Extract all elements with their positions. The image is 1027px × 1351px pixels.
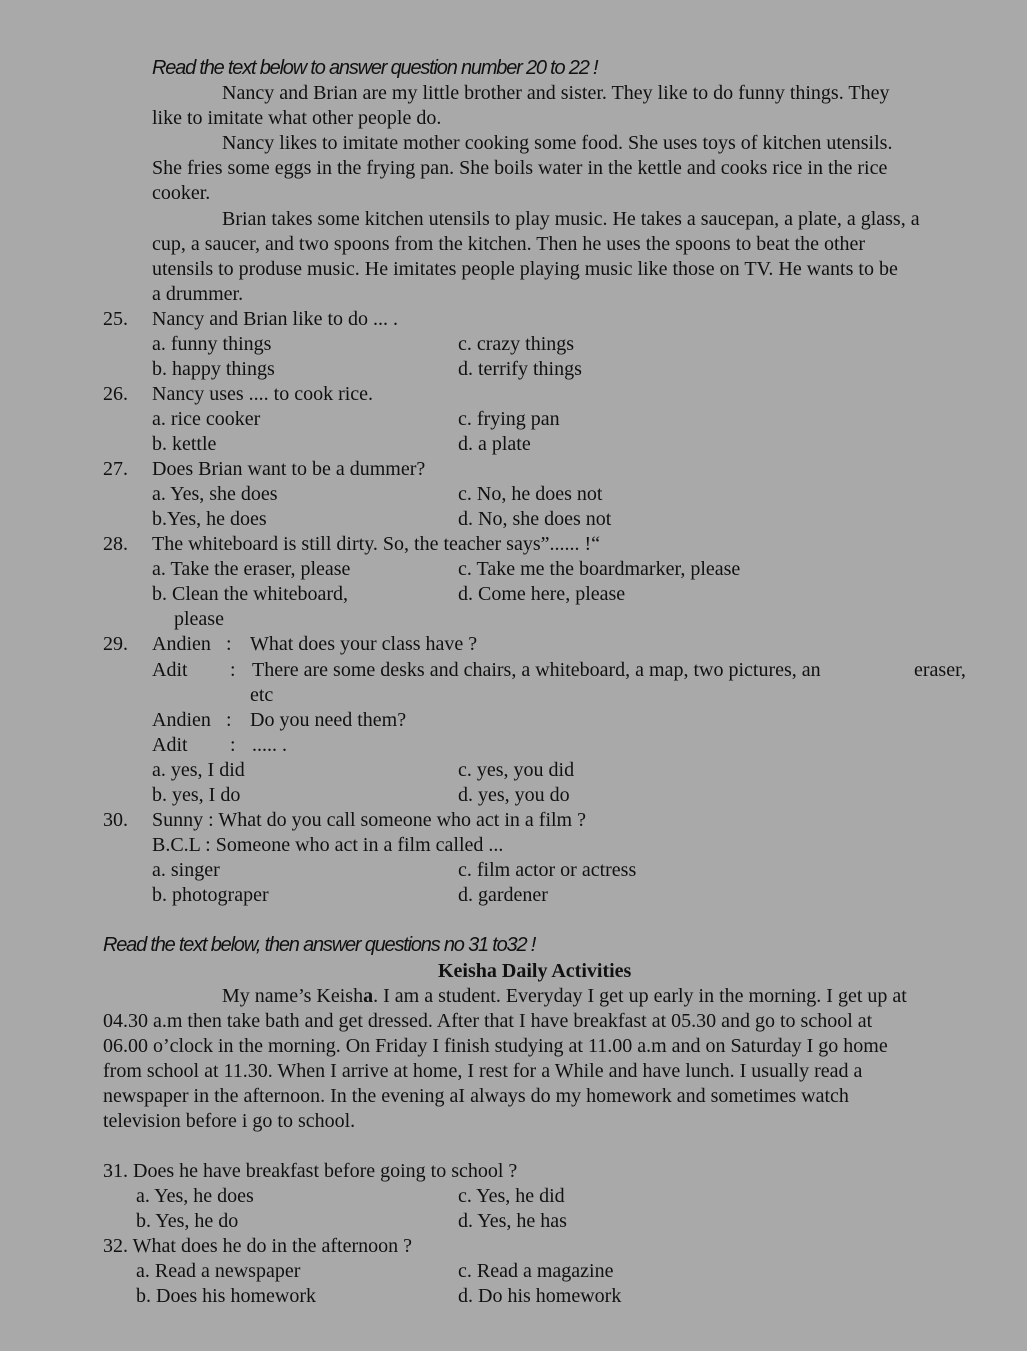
option-b: b. kettle bbox=[152, 433, 217, 455]
question-number: 25. bbox=[103, 308, 128, 330]
option-d: d. gardener bbox=[458, 884, 548, 906]
passage2-line: My name’s Keisha. I am a student. Everyday I get up early in the morning. I get up at bbox=[222, 985, 907, 1007]
option-b: b. photograper bbox=[152, 884, 269, 906]
dialogue-line: eraser, bbox=[914, 659, 966, 681]
option-d: d. Come here, please bbox=[458, 583, 626, 605]
option-b: b. Does his homework bbox=[136, 1285, 316, 1307]
speaker-name: Andien bbox=[152, 633, 211, 655]
question-number: 26. bbox=[103, 383, 128, 405]
section1-instruction: Read the text below to answer question number 20 to 22 ! bbox=[152, 57, 598, 79]
passage1-line: cup, a saucer, and two spoons from the kitchen. Then he uses the spoons to beat the other bbox=[152, 233, 866, 255]
option-d: d. a plate bbox=[458, 433, 531, 455]
passage1-line: Brian takes some kitchen utensils to play music. He takes a saucepan, a plate, a glass, a bbox=[222, 208, 920, 230]
question-text: 32. What does he do in the afternoon ? bbox=[103, 1235, 412, 1257]
question-text: Nancy and Brian like to do ... . bbox=[152, 308, 399, 330]
passage2-line: 06.00 o’clock in the morning. On Friday I finish studying at 11.00 a.m and on Saturday I go home bbox=[103, 1035, 888, 1057]
dialogue-line: There are some desks and chairs, a whiteboard, a map, two pictures, an bbox=[252, 659, 821, 681]
dialogue-colon: : bbox=[226, 709, 232, 731]
option-b: b. happy things bbox=[152, 358, 275, 380]
question-number: 29. bbox=[103, 633, 128, 655]
dialogue-colon: : bbox=[226, 633, 232, 655]
dialogue-colon: : bbox=[230, 734, 236, 756]
passage2-line: television before i go to school. bbox=[103, 1110, 356, 1132]
option-b: b. Clean the whiteboard, bbox=[152, 583, 349, 605]
passage1-line: a drummer. bbox=[152, 283, 244, 305]
speaker-name: Adit bbox=[152, 734, 188, 756]
passage1-line: utensils to produse music. He imitates people playing music like those on TV. He wants to be bbox=[152, 258, 898, 280]
question-text: Does Brian want to be a dummer? bbox=[152, 458, 426, 480]
option-c: c. Yes, he did bbox=[458, 1185, 565, 1207]
dialogue-line: etc bbox=[250, 684, 274, 706]
option-a: a. Read a newspaper bbox=[136, 1260, 301, 1282]
option-a: a. yes, I did bbox=[152, 759, 245, 781]
option-c: c. No, he does not bbox=[458, 483, 603, 505]
dialogue-line: Sunny : What do you call someone who act in a film ? bbox=[152, 809, 586, 831]
passage1-line: like to imitate what other people do. bbox=[152, 107, 442, 129]
dialogue-line: B.C.L : Someone who act in a film called ... bbox=[152, 834, 504, 856]
question-number: 28. bbox=[103, 533, 128, 555]
option-c: c. Read a magazine bbox=[458, 1260, 614, 1282]
option-c: c. yes, you did bbox=[458, 759, 575, 781]
question-text: 31. Does he have breakfast before going to school ? bbox=[103, 1160, 518, 1182]
option-c: c. crazy things bbox=[458, 333, 575, 355]
passage1-line: Nancy and Brian are my little brother and sister. They like to do funny things. They bbox=[222, 82, 890, 104]
option-b-continued: please bbox=[174, 608, 224, 630]
option-a: a. singer bbox=[152, 859, 220, 881]
passage1-line: Nancy likes to imitate mother cooking some food. She uses toys of kitchen utensils. bbox=[222, 132, 893, 154]
passage1-line: cooker. bbox=[152, 182, 211, 204]
option-c: c. film actor or actress bbox=[458, 859, 637, 881]
option-b: b. yes, I do bbox=[152, 784, 241, 806]
dialogue-line: Do you need them? bbox=[250, 709, 407, 731]
question-number: 30. bbox=[103, 809, 128, 831]
question-number: 27. bbox=[103, 458, 128, 480]
option-d: d. No, she does not bbox=[458, 508, 612, 530]
option-d: d. terrify things bbox=[458, 358, 582, 380]
section2-instruction: Read the text below, then answer questions no 31 to32 ! bbox=[103, 934, 536, 956]
option-c: c. Take me the boardmarker, please bbox=[458, 558, 741, 580]
dialogue-line: ..... . bbox=[252, 734, 287, 756]
option-d: d. yes, you do bbox=[458, 784, 570, 806]
passage2-line: newspaper in the afternoon. In the evening aI always do my homework and sometimes watch bbox=[103, 1085, 849, 1107]
passage2-line: from school at 11.30. When I arrive at home, I rest for a While and have lunch. I usually read a bbox=[103, 1060, 863, 1082]
option-a: a. funny things bbox=[152, 333, 272, 355]
option-d: d. Do his homework bbox=[458, 1285, 622, 1307]
dialogue-colon: : bbox=[230, 659, 236, 681]
option-d: d. Yes, he has bbox=[458, 1210, 567, 1232]
option-a: a. Yes, he does bbox=[136, 1185, 254, 1207]
option-a: a. Yes, she does bbox=[152, 483, 278, 505]
dialogue-line: What does your class have ? bbox=[250, 633, 478, 655]
passage2-title: Keisha Daily Activities bbox=[438, 960, 632, 982]
option-a: a. rice cooker bbox=[152, 408, 261, 430]
option-c: c. frying pan bbox=[458, 408, 560, 430]
option-a: a. Take the eraser, please bbox=[152, 558, 351, 580]
option-b: b.Yes, he does bbox=[152, 508, 267, 530]
passage2-line: 04.30 a.m then take bath and get dressed. After that I have breakfast at 05.30 and go to school at bbox=[103, 1010, 873, 1032]
option-b: b. Yes, he do bbox=[136, 1210, 239, 1232]
speaker-name: Andien bbox=[152, 709, 211, 731]
question-text: Nancy uses .... to cook rice. bbox=[152, 383, 374, 405]
question-text: The whiteboard is still dirty. So, the teacher says”...... !“ bbox=[152, 533, 601, 555]
speaker-name: Adit bbox=[152, 659, 188, 681]
passage1-line: She fries some eggs in the frying pan. She boils water in the kettle and cooks rice in the rice bbox=[152, 157, 888, 179]
